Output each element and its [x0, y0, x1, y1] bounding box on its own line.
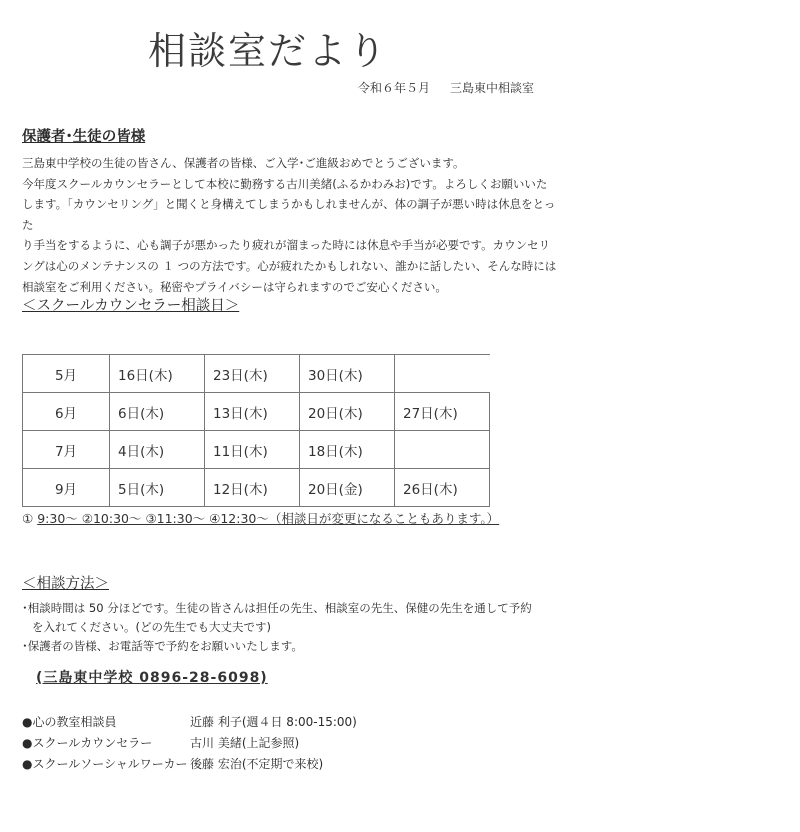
day-cell: 5日(木) [110, 469, 205, 507]
day-cell: 4日(木) [110, 431, 205, 469]
schedule-table [22, 354, 490, 507]
table-row [23, 469, 490, 507]
school-phone: (三島東中学校 0896-28-6098) [36, 670, 268, 686]
month-cell: 9月 [23, 469, 110, 507]
method-line: を入れてください。(どの先生でも大丈夫です) [32, 620, 271, 634]
day-cell [395, 355, 490, 393]
staff-role: ●心の教室相談員 [22, 715, 117, 729]
greeting-line: り手当をするように、心も調子が悪かったり疲れが溜まった時には休息や手当が必要です。カウンセリ [22, 238, 551, 253]
staff-row [22, 734, 357, 755]
greeting-heading: 保護者･生徒の皆様 [22, 129, 146, 145]
staff-row [22, 713, 357, 734]
greeting-line: 三島東中学校の生徒の皆さん、保護者の皆様、ご入学･ご進級おめでとうございます。 [22, 156, 465, 170]
staff-row [22, 755, 357, 776]
greeting-line: します。「カウンセリング」と聞くと身構えてしまうかもしれませんが、体の調子が悪い時は休息をとった [22, 197, 556, 232]
table-row [23, 431, 490, 469]
staff-role: ●スクールカウンセラー [22, 736, 153, 750]
day-cell: 20日(金) [300, 469, 395, 507]
day-cell: 18日(木) [300, 431, 395, 469]
day-cell: 26日(木) [395, 469, 490, 507]
day-cell: 13日(木) [205, 393, 300, 431]
staff-name: 後藤 宏治(不定期で来校) [190, 757, 324, 771]
issue-date: 令和６年５月 [358, 81, 431, 95]
greeting-body [22, 153, 562, 297]
day-cell: 11日(木) [205, 431, 300, 469]
method-body [22, 599, 582, 656]
method-line: ･保護者の皆様、お電話等で予約をお願いいたします。 [22, 639, 303, 653]
day-cell: 12日(木) [205, 469, 300, 507]
month-cell: 7月 [23, 431, 110, 469]
month-cell: 6月 [23, 393, 110, 431]
greeting-line: 今年度スクールカウンセラーとして本校に勤務する古川美緒(ふるかわみお)です。よろしくお願いいた [22, 176, 548, 191]
day-cell: 27日(木) [395, 393, 490, 431]
office-name: 三島東中相談室 [450, 81, 535, 95]
staff-name: 古川 美緒(上記参照) [190, 736, 300, 750]
table-row [23, 355, 490, 393]
greeting-line: ングは心のメンテナンスの １ つの方法です。心が疲れたかもしれない、誰かに話したい、そんな時には [22, 258, 557, 273]
table-row [23, 393, 490, 431]
session-times [22, 509, 499, 527]
day-cell [395, 431, 490, 469]
day-cell: 16日(木) [110, 355, 205, 393]
day-cell: 20日(木) [300, 393, 395, 431]
staff-list [22, 713, 357, 776]
greeting-line: 相談室をご利用ください。秘密やプライバシーは守られますのでご安心ください。 [22, 279, 447, 294]
method-line: ･相談時間は 50 分ほどです。生徒の皆さんは担任の先生、相談室の先生、保健の先生を通して予約 [22, 601, 532, 615]
times-prefix: ① [22, 511, 34, 526]
day-cell: 30日(木) [300, 355, 395, 393]
month-cell: 5月 [23, 355, 110, 393]
day-cell: 6日(木) [110, 393, 205, 431]
staff-role: ●スクールソーシャルワーカー [22, 757, 188, 771]
day-cell: 23日(木) [205, 355, 300, 393]
method-heading: ＜相談方法＞ [22, 576, 109, 592]
staff-name: 近藤 利子(週４日 8:00-15:00) [190, 715, 357, 729]
page-title: 相談室だより [148, 29, 389, 73]
dateline [358, 79, 554, 96]
times-text: 9:30～ ②10:30～ ③11:30～ ④12:30～（相談日が変更になることもあります。） [37, 511, 500, 526]
schedule-heading: ＜スクールカウンセラー相談日＞ [22, 298, 240, 314]
